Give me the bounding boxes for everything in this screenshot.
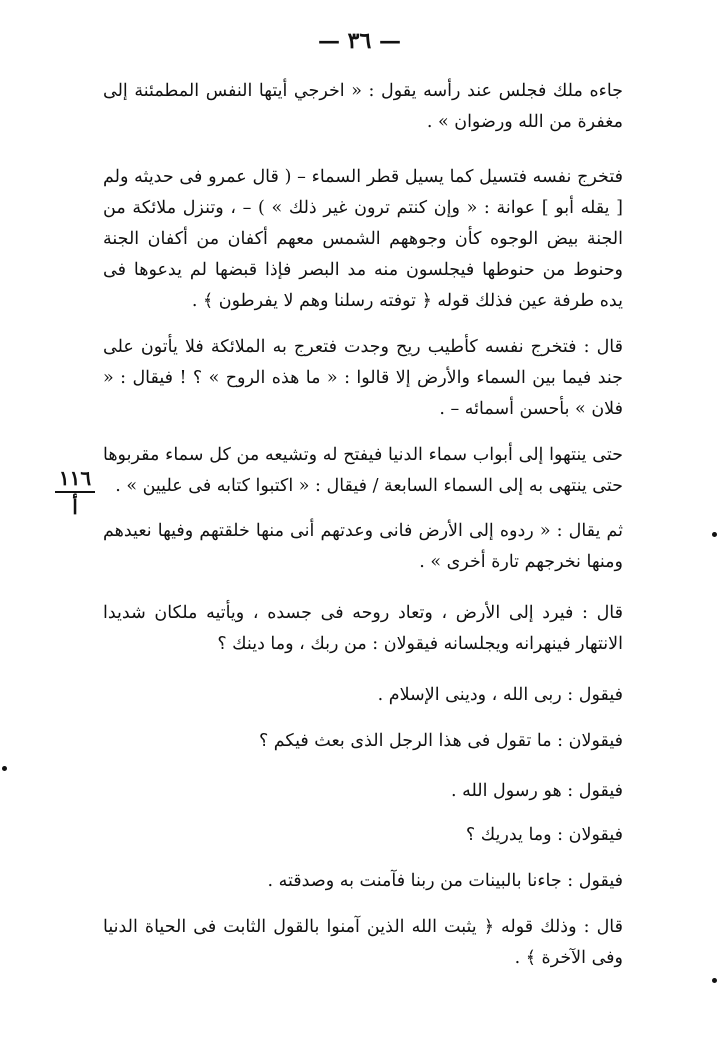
scan-edge-mark: [712, 978, 717, 983]
paragraph-7: فيقول : ربى الله ، ودينى الإسلام .: [377, 685, 623, 705]
margin-folio: [54, 466, 96, 519]
margin-folio-rule: [55, 491, 95, 493]
scan-edge-mark: [712, 532, 717, 537]
margin-folio-number: ١١٦: [58, 466, 92, 490]
paragraph-2: فتخرج نفسه فتسيل كما يسيل قطر السماء – ( قال عمرو فى حديثه ولم [ يقله أبو ] عوانة : « وإن كنتم ترون غير ذلك » ) – ، وتنزل ملائكة من الجنة بيض الوجوه كأن وجوههم الشمس معهم أكفان من أكفان الجنة وحنوط من حنوطها فيجلسون منه مد البصر فإذا قبضها لم يدعوها فى يده طرفة عين فذلك قوله ﴿ توفته رسلنا وهم لا يفرطون ﴾ .: [103, 167, 623, 311]
paragraph-6: قال : فيرد إلى الأرض ، وتعاد روحه فى جسده ، ويأتيه ملكان شديدا الانتهار فينهرانه ويجلسانه فيقولان : من ربك ، وما دينك ؟: [103, 603, 623, 654]
paragraph-3: قال : فتخرج نفسه كأطيب ريح وجدت فتعرج به الملائكة فلا يأتون على جند فيما بين السماء والأرض إلا قالوا : « ما هذه الروح » ؟ ! فيقال : « فلان » بأحسن أسمائه – .: [103, 337, 623, 419]
paragraph-9: فيقول : هو رسول الله .: [450, 781, 623, 801]
scan-edge-mark: [2, 766, 7, 771]
paragraph-8: فيقولان : ما تقول فى هذا الرجل الذى بعث فيكم ؟: [258, 731, 623, 751]
paragraph-1: جاءه ملك فجلس عند رأسه يقول : « اخرجي أيتها النفس المطمئنة إلى مغفرة من الله ورضوان » .: [103, 81, 623, 132]
paragraph-5: ثم يقال : « ردوه إلى الأرض فانى وعدتهم أنى منها خلقتهم وفيها نعيدهم ومنها نخرجهم تارة أخرى » .: [103, 521, 623, 572]
paragraph-11: فيقول : جاءنا بالبينات من ربنا فآمنت به وصدقته .: [267, 871, 623, 891]
page-number: — ٣٦ —: [318, 28, 401, 54]
margin-folio-letter: أ: [72, 495, 78, 519]
paragraph-10: فيقولان : وما يدريك ؟: [465, 825, 623, 845]
paragraph-4: حتى ينتهوا إلى أبواب سماء الدنيا فيفتح له وتشيعه من كل سماء مقربوها حتى ينتهى به إلى السماء السابعة / فيقال : « اكتبوا كتابه فى عليين » .: [103, 445, 623, 496]
paragraph-12: قال : وذلك قوله ﴿ يثبت الله الذين آمنوا بالقول الثابت فى الحياة الدنيا وفى الآخرة ﴾ .: [103, 917, 624, 968]
